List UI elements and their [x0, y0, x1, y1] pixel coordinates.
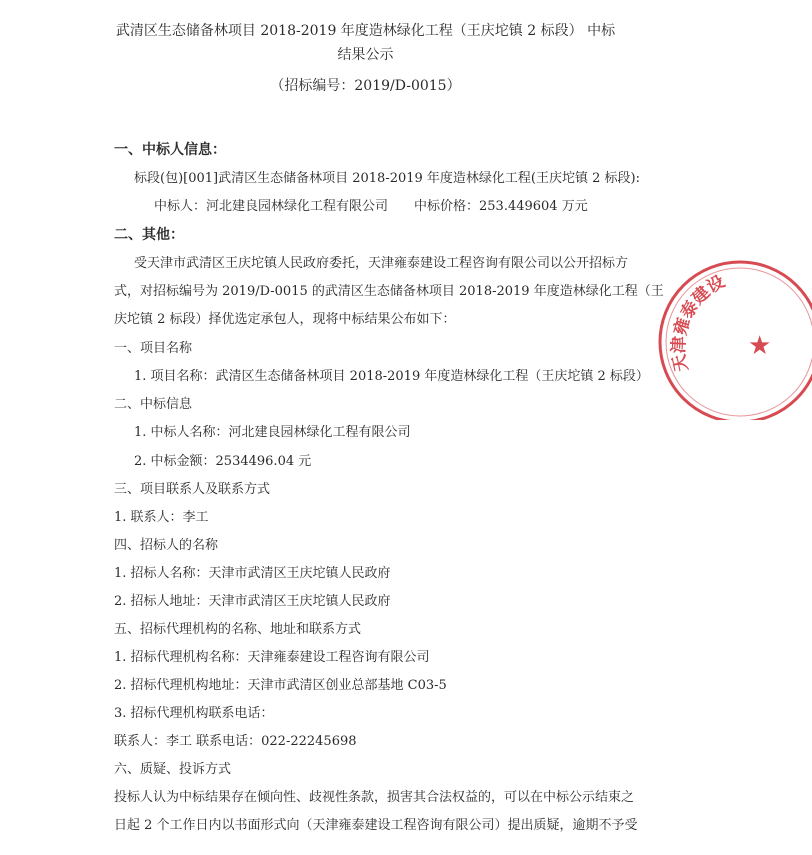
title-line-1: 武清区生态储备林项目 2018-2019 年度造林绿化工程（王庆坨镇 2 标段） 中标 [115, 23, 616, 39]
contact-heading: 三、项目联系人及联系方式 [114, 482, 271, 497]
seal-ring [660, 262, 812, 420]
bid-info-winner: 1. 中标人名称：河北建良园林绿化工程有限公司 [134, 425, 411, 440]
title-line-2: 结果公示 [337, 47, 394, 63]
agency-name: 1. 招标代理机构名称：天津雍泰建设工程咨询有限公司 [114, 650, 430, 665]
tenderer-name: 1. 招标人名称：天津市武清区王庆坨镇人民政府 [114, 566, 391, 581]
bid-section: 标段(包)[001]武清区生态储备林项目 2018-2019 年度造林绿化工程(王庆坨镇 2 标段): [134, 171, 640, 186]
complaint-line-2: 日起 2 个工作日内以书面形式向（天津雍泰建设工程咨询有限公司）提出质疑，逾期不予受 [114, 818, 638, 833]
agency-heading: 五、招标代理机构的名称、地址和联系方式 [114, 622, 362, 637]
winning-price: 中标价格：253.449604 万元 [414, 199, 588, 214]
tenderer-address: 2. 招标人地址：天津市武清区王庆坨镇人民政府 [114, 594, 391, 609]
section2-heading: 二、其他： [114, 227, 184, 243]
agency-address: 2. 招标代理机构地址：天津市武清区创业总部基地 C03-5 [114, 678, 447, 693]
paragraph-line-2: 式，对招标编号为 2019/D-0015 的武清区生态储备林项目 2018-2019 年度造林绿化工程（王 [114, 284, 664, 299]
complaint-heading: 六、质疑、投诉方式 [114, 762, 232, 777]
project-name-heading: 一、项目名称 [114, 341, 193, 356]
complaint-line-1: 投标人认为中标结果存在倾向性、歧视性条款，损害其合法权益的，可以在中标公示结束之 [114, 790, 635, 805]
project-name-item: 1. 项目名称：武清区生态储备林项目 2018-2019 年度造林绿化工程（王庆坨镇 2 标段） [134, 369, 649, 384]
company-seal-stamp [652, 250, 812, 420]
winner-name: 中标人：河北建良园林绿化工程有限公司 [154, 199, 389, 214]
seal-inner-ring [666, 268, 812, 416]
seal-star-icon: ★ [748, 331, 772, 361]
contact-person: 1. 联系人：李工 [114, 510, 209, 525]
section1-heading: 一、中标人信息： [114, 142, 226, 158]
agency-phone-label: 3. 招标代理机构联系电话： [114, 706, 274, 721]
bid-info-heading: 二、中标信息 [114, 397, 193, 412]
paragraph-line-3: 庆坨镇 2 标段）择优选定承包人，现将中标结果公布如下： [114, 312, 456, 327]
seal-text: 天津雍泰建设 [669, 271, 729, 374]
tender-number: （招标编号：2019/D-0015） [270, 78, 461, 94]
tenderer-heading: 四、招标人的名称 [114, 538, 219, 553]
paragraph-line-1: 受天津市武清区王庆坨镇人民政府委托，天津雍泰建设工程咨询有限公司以公开招标方 [134, 256, 629, 271]
bid-info-amount: 2. 中标金额：2534496.04 元 [134, 454, 312, 469]
agency-contact: 联系人：李工 联系电话：022-22245698 [114, 734, 357, 749]
